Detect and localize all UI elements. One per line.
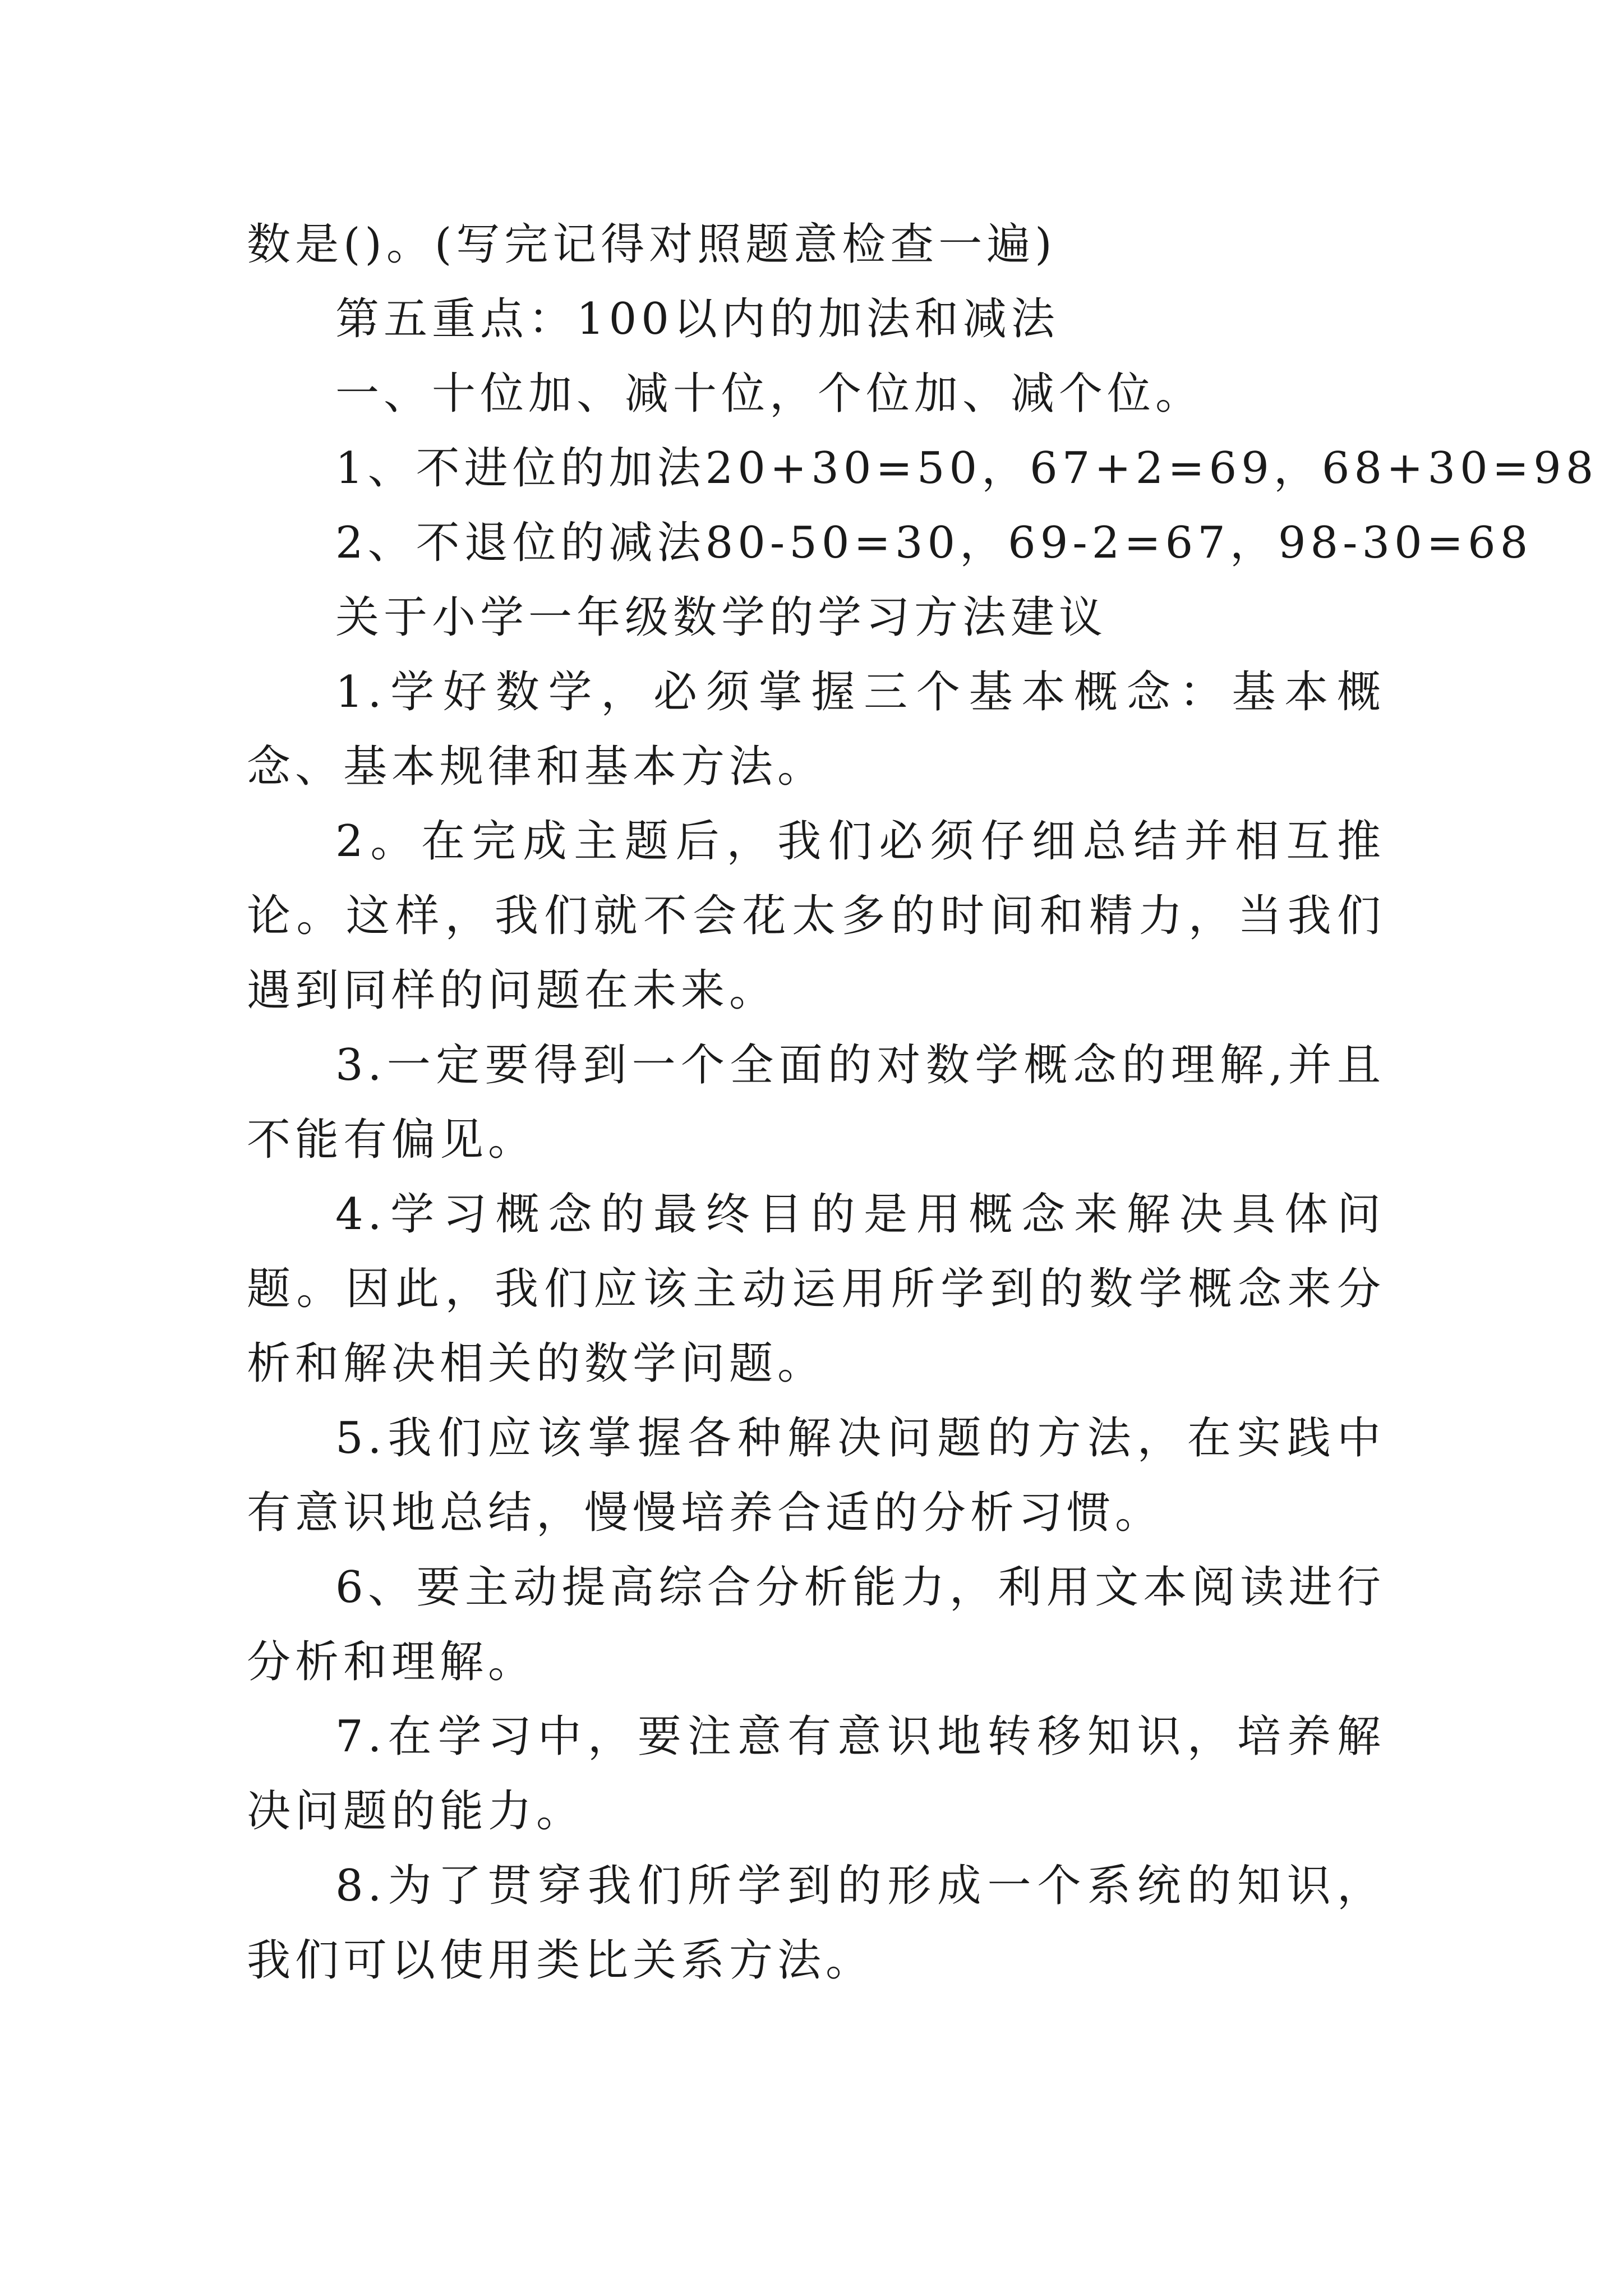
tip-paragraph: 8.为了贯穿我们所学到的形成一个系统的知识，我们可以使用类比关系方法。 [247,1861,1385,1986]
tip-paragraph: 6、要主动提高综合分析能力，利用文本阅读进行分析和理解。 [247,1562,1385,1687]
addition-example: 1、不进位的加法20+30=50，67+2=69，68+30=98 [335,443,1598,494]
document-body [247,208,1598,1998]
tip-paragraph: 4.学习概念的最终目的是用概念来解决具体问题。因此，我们应该主动运用所学到的数学概念来分析和解决相关的数学问题。 [247,1189,1385,1389]
subtraction-example: 2、不退位的减法80-50=30，69-2=67，98-30=68 [335,518,1533,568]
text-line: 数是()。(写完记得对照题意检查一遍) [247,219,1057,270]
section-heading: 关于小学一年级数学的学习方法建议 [335,592,1108,643]
section-heading: 第五重点：100以内的加法和减法 [335,294,1059,344]
tip-paragraph: 1.学好数学，必须掌握三个基本概念：基本概念、基本规律和基本方法。 [247,667,1385,792]
tip-paragraph: 7.在学习中，要注意有意识地转移知识，培养解决问题的能力。 [247,1711,1385,1837]
tip-paragraph: 2。在完成主题后，我们必须仔细总结并相互推论。这样，我们就不会花太多的时间和精力，当我们遇到同样的问题在未来。 [247,816,1385,1016]
text-line: 一、十位加、减十位，个位加、减个位。 [335,369,1204,419]
tip-paragraph: 5.我们应该掌握各种解决问题的方法，在实践中有意识地总结，慢慢培养合适的分析习惯。 [247,1413,1385,1538]
tip-paragraph: 3.一定要得到一个全面的对数学概念的理解,并且不能有偏见。 [247,1040,1385,1165]
